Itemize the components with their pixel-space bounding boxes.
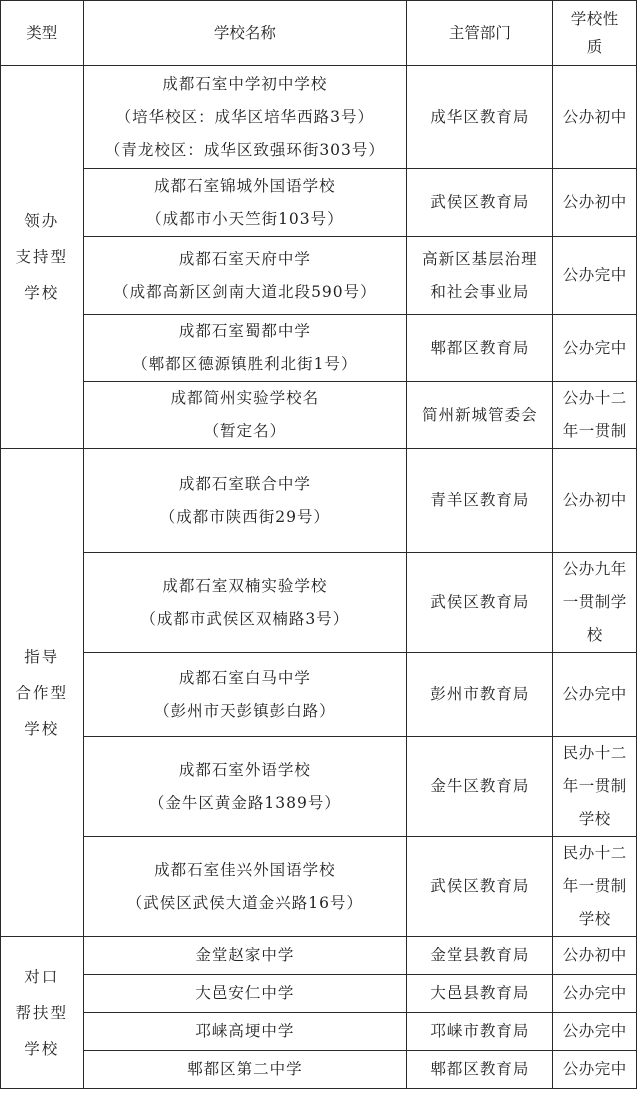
kind-cell [553,237,637,315]
group-type-line: 帮扶型 [15,1003,68,1022]
school-name: 大邑安仁中学 [195,984,295,1002]
header-kind-line: 质 [586,38,603,56]
dept-cell [407,1013,553,1051]
dept-cell [407,975,553,1013]
school-address: （暂定名） [203,422,287,440]
school-name: 成都石室天府中学 [178,249,311,268]
school-address: （培华校区：成华区培华西路3号） [115,107,375,126]
school-name: 成都石室佳兴外国语学校 [154,860,336,879]
dept-cell [407,237,553,315]
school-name-cell [83,553,407,653]
dept-cell [407,837,553,937]
school-address: （青龙校区：成华区致强环街303号） [104,140,385,159]
kind-cell [553,66,637,169]
dept-cell [407,169,553,237]
school-address: （成都高新区剑南大道北段590号） [113,282,377,301]
school-name-cell [83,66,407,169]
dept-cell [407,937,553,975]
school-name-cell [83,837,407,937]
school-name-cell [83,449,407,553]
kind-cell [553,449,637,553]
kind-line: 一贯制学 [562,593,627,611]
table-row [1,937,637,975]
dept-line: 武侯区教育局 [430,877,530,895]
group-type-line: 合作型 [15,683,68,702]
group-type-cell [1,449,84,937]
school-address: （成都市陕西街29号） [159,507,330,526]
table-row [1,653,637,737]
school-name: 金堂赵家中学 [195,946,295,964]
school-address: （成都市武侯区双楠路3号） [140,609,350,628]
school-address: （金牛区黄金路1389号） [148,793,341,812]
dept-cell [407,382,553,449]
school-name: 成都简州实验学校名 [170,389,320,407]
kind-line: 民办十二 [562,844,627,862]
kind-line: 公办初中 [562,193,627,211]
kind-cell [553,975,637,1013]
table-row [1,169,637,237]
school-name-cell [83,937,407,975]
dept-line: 邛崃市教育局 [430,1022,530,1040]
table-row [1,737,637,837]
dept-line: 武侯区教育局 [430,193,530,211]
kind-line: 公办完中 [562,266,627,284]
dept-line: 金堂县教育局 [430,946,530,964]
kind-cell [553,169,637,237]
table-row [1,1051,637,1089]
dept-cell [407,1051,553,1089]
school-name-cell [83,169,407,237]
group-type-line: 学校 [24,284,60,302]
school-name-cell [83,737,407,837]
dept-line: 武侯区教育局 [430,593,530,611]
dept-cell [407,66,553,169]
dept-cell [407,315,553,382]
school-address: （郫都区德源镇胜利北街1号） [132,355,358,373]
header-type: 类型 [1,1,84,66]
kind-cell [553,382,637,449]
school-name-cell [83,975,407,1013]
group-type-cell [1,66,84,449]
header-name: 学校名称 [83,1,407,66]
school-name-cell [83,237,407,315]
kind-line: 年一贯制 [562,877,627,895]
kind-cell [553,1051,637,1089]
dept-cell [407,449,553,553]
school-address: （武侯区武侯大道金兴路16号） [126,893,363,912]
group-type-line: 对口 [24,967,60,986]
kind-line: 公办完中 [562,685,627,703]
school-name-cell [83,315,407,382]
table-row [1,1013,637,1051]
school-name: 邛崃高埂中学 [195,1022,295,1040]
dept-line: 郫都区教育局 [430,338,530,357]
dept-line: 郫都区教育局 [430,1060,530,1078]
kind-line: 学校 [578,810,611,828]
table-row [1,382,637,449]
kind-cell [553,837,637,937]
school-name: 成都石室双楠实验学校 [162,576,328,595]
dept-line: 大邑县教育局 [430,984,530,1002]
kind-line: 公办初中 [562,946,627,964]
kind-cell [553,553,637,653]
dept-cell [407,653,553,737]
school-name: 成都石室中学初中学校 [162,74,328,93]
kind-line: 校 [586,626,603,644]
dept-line: 青羊区教育局 [430,491,530,509]
header-kind [553,1,637,66]
school-name: 成都石室外语学校 [178,760,311,779]
header-kind-line: 学校性 [570,10,619,28]
kind-line: 公办初中 [562,107,627,126]
table-row [1,975,637,1013]
group-type-line: 指导 [24,647,60,666]
school-address: （彭州市天彭镇彭白路） [154,701,336,720]
dept-line: 高新区基层治理 [422,249,538,268]
group-type-line: 学校 [24,719,60,738]
kind-line: 公办初中 [562,491,627,509]
school-name: 成都石室白马中学 [178,668,311,687]
kind-line: 学校 [578,910,611,928]
table-row [1,315,637,382]
kind-cell [553,737,637,837]
school-address: （成都市小天竺街103号） [146,209,344,228]
table-row [1,553,637,653]
table-row [1,449,637,553]
table-row [1,66,637,169]
kind-cell [553,1013,637,1051]
school-name: 成都石室蜀都中学 [178,322,311,340]
school-name-cell [83,1051,407,1089]
school-name: 成都石室锦城外国语学校 [154,176,336,195]
group-type-line: 支持型 [15,248,68,266]
group-type-cell [1,937,84,1089]
school-name-cell [83,653,407,737]
dept-cell [407,737,553,837]
group-type-line: 领办 [24,212,60,230]
dept-line: 成华区教育局 [430,107,530,126]
kind-line: 公办完中 [562,338,627,357]
kind-line: 年一贯制 [562,422,627,440]
header-dept: 主管部门 [407,1,553,66]
table-row [1,837,637,937]
header-row [1,1,637,66]
table-row [1,237,637,315]
dept-line: 金牛区教育局 [430,777,530,795]
school-name: 成都石室联合中学 [178,474,311,493]
school-name-cell [83,1013,407,1051]
school-name-cell [83,382,407,449]
dept-cell [407,553,553,653]
kind-line: 公办十二 [562,389,627,407]
kind-line: 公办九年 [562,560,627,578]
school-name: 郫都区第二中学 [187,1060,303,1078]
kind-line: 年一贯制 [562,777,627,795]
kind-line: 民办十二 [562,744,627,762]
dept-line: 和社会事业局 [430,282,530,301]
kind-cell [553,315,637,382]
kind-cell [553,653,637,737]
kind-line: 公办完中 [562,984,627,1002]
dept-line: 彭州市教育局 [430,685,530,703]
kind-line: 公办完中 [562,1060,627,1078]
group-type-line: 学校 [24,1039,60,1058]
kind-line: 公办完中 [562,1022,627,1040]
kind-cell [553,937,637,975]
dept-line: 简州新城管委会 [422,405,538,424]
